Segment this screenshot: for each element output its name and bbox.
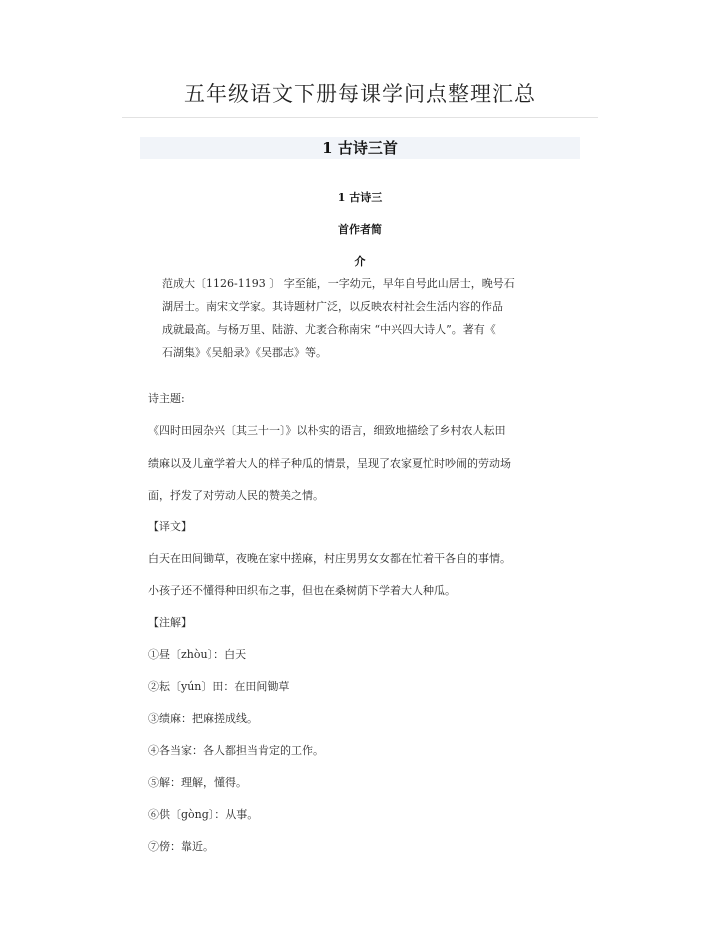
bio-line: 成就最高。与杨万里、陆游、尤袤合称南宋 “中兴四大诗人”。著有《 <box>162 323 496 336</box>
theme-line: 绩麻以及儿童学着大人的样子种瓜的情景，呈现了农家夏忙时吵闹的劳动场 <box>148 457 511 470</box>
note-item: ⑦傍：靠近。 <box>148 840 214 853</box>
subheading-line-3: 介 <box>354 255 366 268</box>
note-item: ③绩麻：把麻搓成线。 <box>148 712 258 725</box>
theme-line: 面，抒发了对劳动人民的赞美之情。 <box>148 489 324 502</box>
notes-label: 【注解】 <box>148 616 192 629</box>
note-item: ⑥供〔gòng〕：从事。 <box>148 808 259 821</box>
translation-line: 白天在田间锄草，夜晚在家中搓麻，村庄男男女女都在忙着干各自的事情。 <box>148 552 511 565</box>
translation-label: 【译文】 <box>148 520 192 533</box>
theme-line: 《四时田园杂兴〔其三十一〕》以朴实的语言，细致地描绘了乡村农人耘田 <box>148 424 506 437</box>
note-item: ②耘〔yún〕田：在田间锄草 <box>148 680 290 693</box>
author-bio <box>162 272 562 364</box>
note-item: ⑤解：理解，懂得。 <box>148 776 247 789</box>
document-title: 五年级语文下册每课学问点整理汇总 <box>184 82 536 106</box>
note-item: ①昼〔zhòu〕：白天 <box>148 648 247 661</box>
bio-line: 湖居士。南宋文学家。其诗题材广泛，以反映农村社会生活内容的作品 <box>162 300 503 313</box>
subheading-line-1: 1 古诗三 <box>337 191 383 204</box>
subheading-line-2: 首作者简 <box>338 223 382 236</box>
translation-line: 小孩子还不懂得种田织布之事，但也在桑树荫下学着大人种瓜。 <box>148 584 456 597</box>
title-divider <box>122 117 598 118</box>
bio-line: 石湖集》《吴船录》《吴郡志》等。 <box>162 346 327 359</box>
note-item: ④各当家：各人都担当肯定的工作。 <box>148 744 324 757</box>
theme-label: 诗主题: <box>148 392 185 405</box>
bio-line: 范成大〔1126-1193 〕 字至能，一字幼元，早年自号此山居士，晚号石 <box>162 277 515 290</box>
chapter-heading: 1 古诗三首 <box>322 139 398 157</box>
